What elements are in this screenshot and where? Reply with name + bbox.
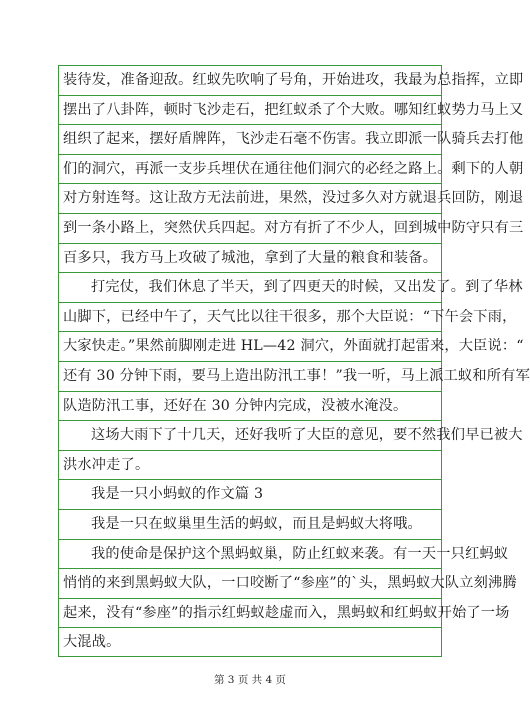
text-line: 对方射连弩。这让敌方无法前进，果然，没过多久对方就退兵回防，刚退 <box>58 183 442 213</box>
text-line: 摆出了八卦阵，顿时飞沙走石，把红蚁杀了个大败。哪知红蚁势力马上又 <box>58 95 442 125</box>
text-line: 山脚下，已经中午了，天气比以往干很多，那个大臣说：“下午会下雨， <box>58 302 442 332</box>
text-line: 我是一只小蚂蚁的作文篇 3 <box>58 479 442 509</box>
text-line: 我是一只在蚁巢里生活的蚂蚁，而且是蚂蚁大将哦。 <box>58 509 442 539</box>
text-line: 打完仗，我们休息了半天，到了四更天的时候，又出发了。到了华林 <box>58 272 442 302</box>
text-line: 洪水冲走了。 <box>58 450 442 480</box>
text-line: 大家快走。”果然前脚刚走进 HL—42 洞穴，外面就打起雷来，大臣说：“ <box>58 331 442 361</box>
text-line: 起来，没有“参座”的指示红蚂蚁趁虚而入，黑蚂蚁和红蚂蚁开始了一场 <box>58 598 442 628</box>
text-line: 队造防汛工事，还好在 30 分钟内完成，没被水淹没。 <box>58 391 442 421</box>
text-line: 装待发，准备迎敌。红蚁先吹响了号角，开始进攻，我最为总指挥，立即 <box>58 65 442 95</box>
text-line: 们的洞穴，再派一支步兵埋伏在通往他们洞穴的必经之路上。剩下的人朝 <box>58 154 442 184</box>
page-number-footer: 第 3 页 共 4 页 <box>213 674 287 686</box>
text-line: 百多只，我方马上攻破了城池，拿到了大量的粮食和装备。 <box>58 243 442 273</box>
text-line: 到一条小路上，突然伏兵四起。对方有折了不少人，回到城中防守只有三 <box>58 213 442 243</box>
text-line: 悄悄的来到黑蚂蚁大队，一口咬断了“参座”的`头，黑蚂蚁大队立刻沸腾 <box>58 568 442 598</box>
text-line: 大混战。 <box>58 627 442 657</box>
text-line: 组织了起来，摆好盾牌阵，飞沙走石毫不伤害。我立即派一队骑兵去打他 <box>58 124 442 154</box>
text-line: 还有 30 分钟下雨，要马上造出防汛工事！”我一听，马上派工蚁和所有军 <box>58 361 442 391</box>
text-line: 我的使命是保护这个黑蚂蚁巢，防止红蚁来袭。有一天一只红蚂蚁 <box>58 539 442 569</box>
text-line: 这场大雨下了十几天，还好我听了大臣的意见，要不然我们早已被大 <box>58 420 442 450</box>
ruled-text-grid <box>58 65 530 657</box>
